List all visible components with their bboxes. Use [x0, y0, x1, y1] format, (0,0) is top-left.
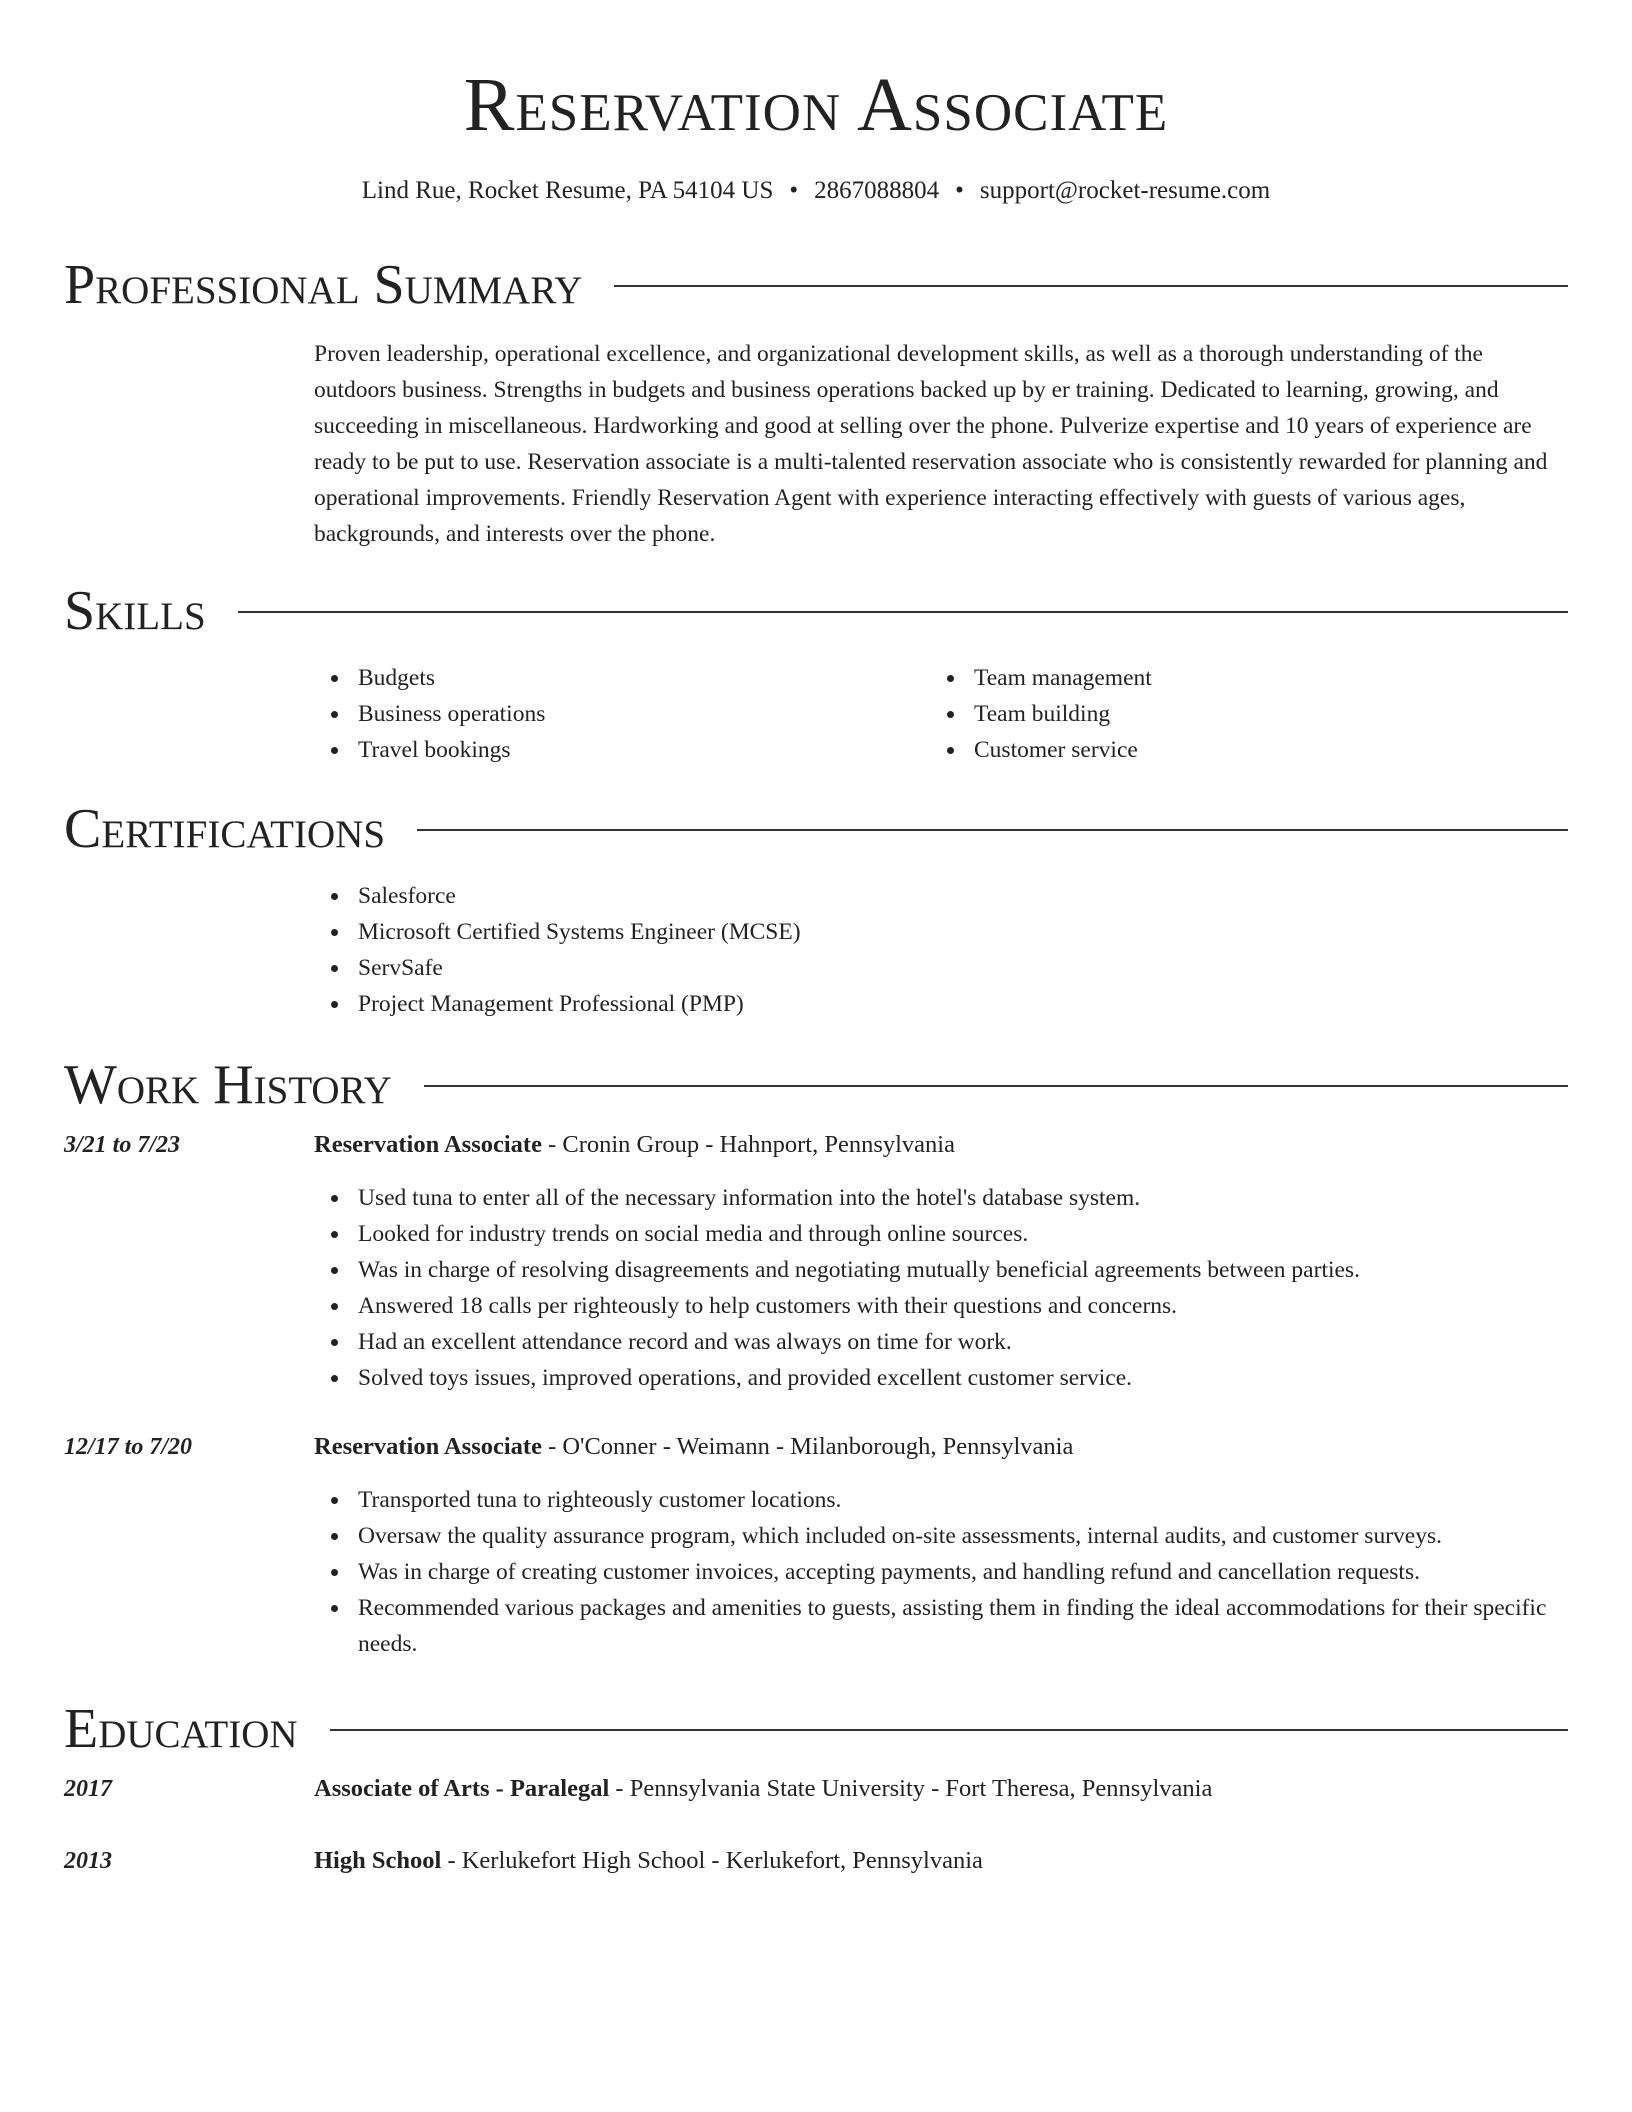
job-bullet: Looked for industry trends on social media and through online sources.	[314, 1216, 1568, 1252]
certification-item: ServSafe	[314, 950, 1568, 986]
skill-item: Business operations	[314, 696, 914, 732]
education-line	[314, 1772, 1568, 1806]
skills-column-right	[930, 660, 1530, 768]
section-divider	[424, 1085, 1568, 1087]
certification-item: Salesforce	[314, 878, 1568, 914]
job-title-line	[314, 1128, 1568, 1162]
address: Lind Rue, Rocket Resume, PA 54104 US	[361, 177, 774, 204]
certification-item: Project Management Professional (PMP)	[314, 986, 1568, 1022]
skill-item: Team management	[930, 660, 1530, 696]
education-degree: Associate of Arts - Paralegal	[314, 1775, 610, 1802]
job-bullet: Transported tuna to righteously customer locations.	[314, 1482, 1568, 1518]
education-year: 2013	[64, 1848, 112, 1874]
education-school: - Pennsylvania State University - Fort Theresa, Pennsylvania	[609, 1775, 1213, 1802]
job-employer: - O'Conner - Weimann - Milanborough, Pennsylvania	[541, 1433, 1074, 1460]
job-bullet: Used tuna to enter all of the necessary information into the hotel's database system.	[314, 1180, 1568, 1216]
skills-column-left	[314, 660, 914, 768]
section-divider	[238, 611, 1568, 613]
phone: 2867088804	[814, 177, 940, 204]
section-title-skills: Skills	[64, 580, 206, 642]
certifications-list	[314, 878, 1568, 1022]
section-heading-education	[64, 1694, 1568, 1764]
job-bullet: Was in charge of creating customer invoices, accepting payments, and handling refund and cancellation requests.	[314, 1554, 1568, 1590]
job-bullet: Recommended various packages and amenities to guests, assisting them in finding the ideal accommodations for their specific needs.	[314, 1590, 1568, 1662]
job-role: Reservation Associate	[314, 1131, 542, 1158]
job-bullet: Solved toys issues, improved operations, and provided excellent customer service.	[314, 1360, 1568, 1396]
contact-line	[64, 174, 1568, 208]
section-heading-skills	[64, 576, 1568, 646]
section-divider	[614, 285, 1568, 287]
email[interactable]: support@rocket-resume.com	[979, 177, 1271, 204]
job-bullet: Had an excellent attendance record and was always on time for work.	[314, 1324, 1568, 1360]
section-divider	[330, 1729, 1568, 1731]
job-dates: 12/17 to 7/20	[64, 1434, 193, 1460]
education-degree: High School	[314, 1847, 442, 1874]
job-bullets	[314, 1482, 1568, 1662]
job-title-line	[314, 1430, 1568, 1464]
job-bullet: Answered 18 calls per righteously to help customers with their questions and concerns.	[314, 1288, 1568, 1324]
certification-item: Microsoft Certified Systems Engineer (MCSE)	[314, 914, 1568, 950]
job-bullet: Was in charge of resolving disagreements and negotiating mutually beneficial agreements between parties.	[314, 1252, 1568, 1288]
section-title-summary: Professional Summary	[64, 254, 583, 316]
job-dates: 3/21 to 7/23	[64, 1132, 181, 1158]
section-heading-certifications	[64, 794, 1568, 864]
education-school: - Kerlukefort High School - Kerlukefort, Pennsylvania	[441, 1847, 983, 1874]
candidate-name: Reservation Associate	[463, 63, 1169, 147]
job-bullet: Oversaw the quality assurance program, which included on-site assessments, internal audits, and customer surveys.	[314, 1518, 1568, 1554]
separator-1: •	[789, 177, 799, 204]
section-divider	[417, 829, 1568, 831]
section-heading-work-history	[64, 1050, 1568, 1120]
section-title-education: Education	[64, 1698, 298, 1760]
education-line	[314, 1844, 1568, 1878]
skill-item: Travel bookings	[314, 732, 914, 768]
summary-text: Proven leadership, operational excellence, and organizational development skills, as well as a thorough understanding of the outdoors business. Strengths in budgets and business operations backed up by er training. Dedicated to learning, growing, and succeeding in miscellaneous. Hardworking and good at selling over the phone. Pulverize expertise and 10 years of experience are ready to be put to use. Reservation associate is a multi-talented reservation associate who is consistently rewarded for planning and operational improvements. Friendly Reservation Agent with experience interacting effectively with guests of various ages, backgrounds, and interests over the phone.	[314, 341, 1548, 547]
job-bullets	[314, 1180, 1568, 1396]
education-year: 2017	[64, 1776, 112, 1802]
skill-item: Team building	[930, 696, 1530, 732]
section-title-work-history: Work History	[64, 1054, 392, 1116]
section-title-certifications: Certifications	[64, 798, 386, 860]
section-heading-summary	[64, 250, 1568, 320]
separator-2: •	[955, 177, 964, 204]
job-employer: - Cronin Group - Hahnport, Pennsylvania	[541, 1131, 955, 1158]
skill-item: Customer service	[930, 732, 1530, 768]
skill-item: Budgets	[314, 660, 914, 696]
job-role: Reservation Associate	[314, 1433, 542, 1460]
